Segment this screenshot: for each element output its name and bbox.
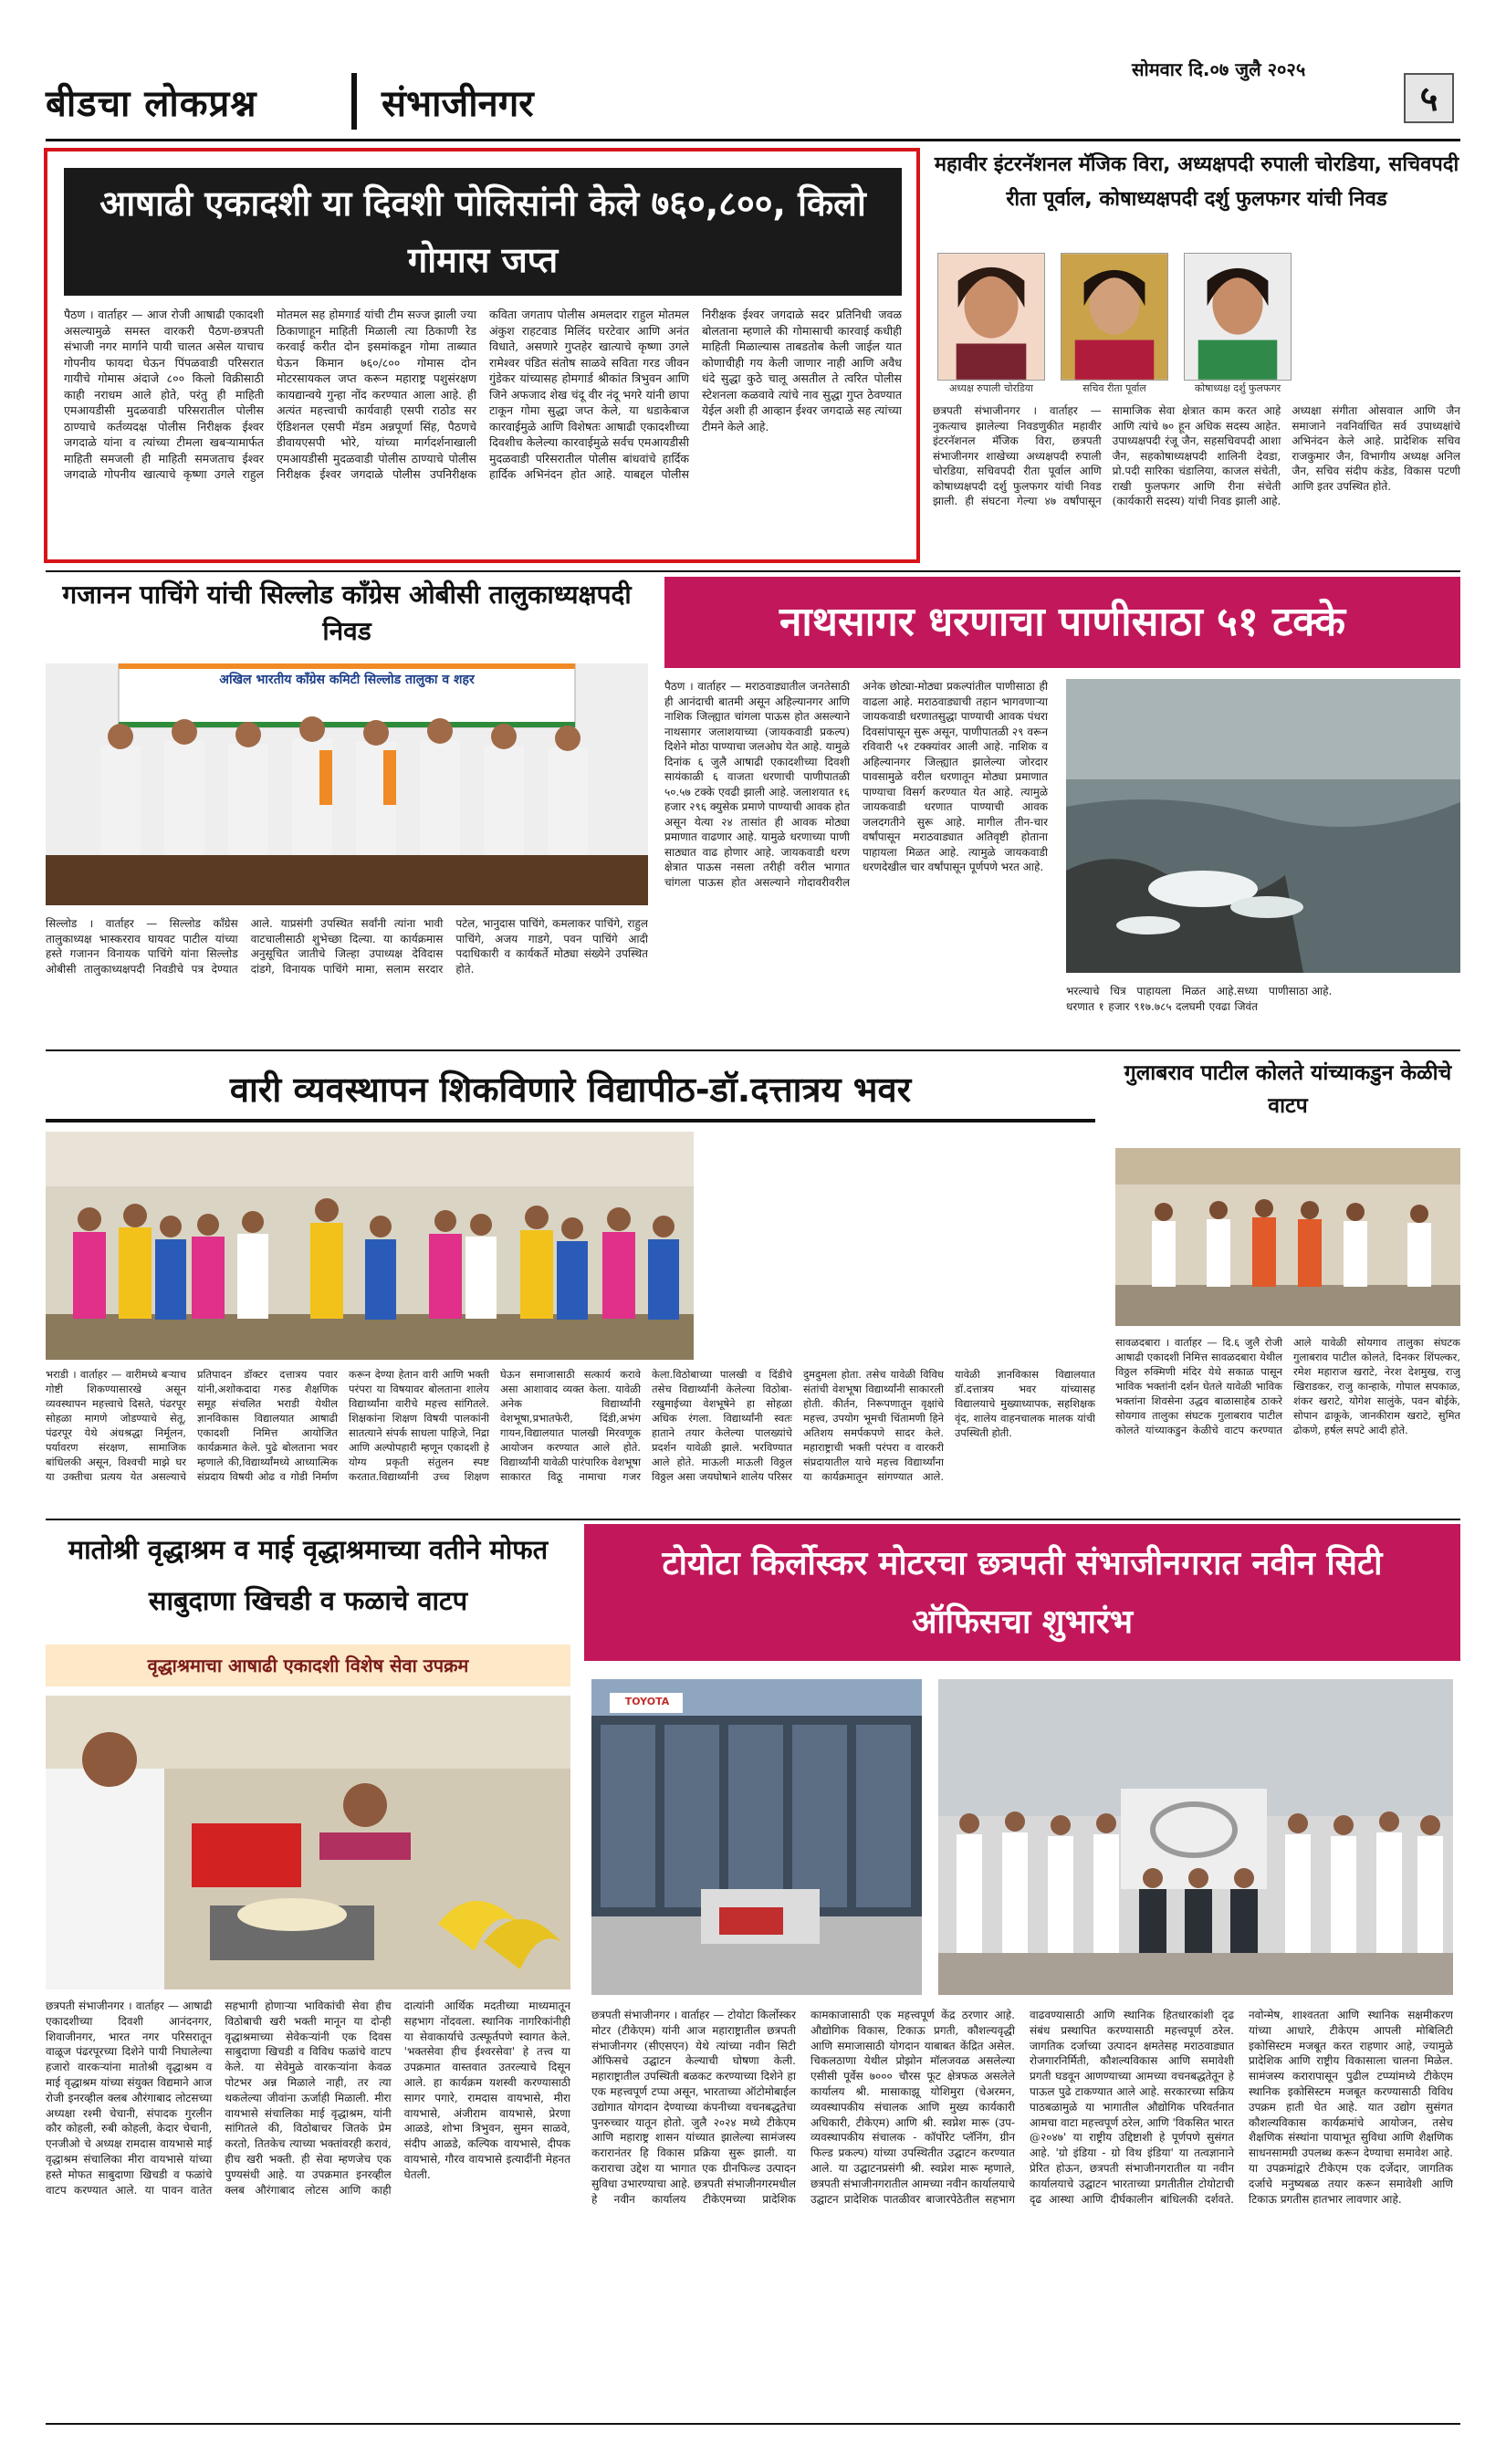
story-nathsagar xyxy=(664,577,1460,1042)
story-gomas xyxy=(44,148,920,563)
gomas-headline: आषाढी एकादशी या दिवशी पोलिसांनी केले ७६०,८००, किलो गोमास जप्त xyxy=(64,168,902,296)
caption-rita: सचिव रीता पूर्वाल xyxy=(1082,382,1146,394)
toyota-group-photo xyxy=(938,1679,1453,1995)
paper-name: बीडचा लोकप्रश्न xyxy=(46,83,257,125)
congress-banner-text: अखिल भारतीय काँग्रेस कमिटी सिल्लोड तालुका व शहर xyxy=(219,673,475,687)
vruddhashram-photo xyxy=(46,1696,570,1989)
divider-4 xyxy=(46,2423,1460,2425)
story-wari xyxy=(46,1057,1095,1513)
divider-3 xyxy=(46,1519,1460,1520)
issue-date: सोमवार दि.०७ जुलै २०२५ xyxy=(1132,58,1306,80)
masthead-rule xyxy=(46,139,1460,141)
nathsagar-body: पैठण । वार्ताहर — मराठवाड्यातील जनतेसाठी ही आनंदाची बातमी असून अहिल्यानगर आणि नाशिक जिल्ह्यात चांगला पाऊस होत असल्याने नाथसागर जलाशयाच्या (जायकवाडी प्रकल्प) दिशेने मोठा पाण्याचा जलओघ येत आहे. यामुळे दिनांक ६ जुलै आषाढी एकादशीच्या दिवशी सायंकाळी ६ वाजता धरणाची पाणीपातळी ५०.५७ टक्के एवढी झाली आहे. जलाशयात १६ हजार २९६ क्युसेक प्रमाणे पाण्याची आवक होत असून येत्या २४ तासांत ही आवक मोठ्या प्रमाणात वाढणार आहे. यामुळे धरणाच्या पाणी साठ्यात वाढ होणार आहे. जायकवाडी धरण क्षेत्रात पाऊस नसला तरीही वरील भागात चांगला पाऊस होत असल्याने गोदावरीवरील अनेक छोट्या-मोठ्या प्रकल्पांतील पाणीसाठा ही वाढला आहे. मराठवाड्याची तहान भागवणाऱ्या जायकवाडी धरणातसुद्धा पाण्याची आवक पंधरा दिवसांपासून सुरू असून, पाणीपातळी २९ वरून रविवारी ५१ टक्क्यांवर आली आहे. नाशिक व अहिल्यानगर जिल्ह्यात झालेल्या जोरदार पावसामुळे वरील धरणातून मोठ्या प्रमाणात पाण्याचा विसर्ग करण्यात येत आहे. त्यामुळे जायकवाडी धरणात पाण्याची आवक जलदगतीने सुरू आहे. मागील तीन-चार वर्षांपासून मराठवाड्यात अतिवृष्टी होताना पाहायला मिळत आहे. त्यामुळे जायकवाडी धरणदेखील चार वर्षांपासून पूर्णपणे भरत आहे. xyxy=(664,680,1048,889)
nathsagar-headline: नाथसागर धरणाचा पाणीसाठा ५१ टक्के xyxy=(664,577,1460,668)
keli-photo xyxy=(1115,1148,1460,1326)
keli-headline: गुलाबराव पाटील कोलते यांच्याकडुन केळीचे वाटप xyxy=(1124,1061,1452,1118)
page-number: ५ xyxy=(1404,73,1454,123)
photo-darshu xyxy=(1184,253,1292,381)
story-magic xyxy=(933,148,1460,563)
wari-photo xyxy=(46,1132,694,1360)
story-toyota xyxy=(584,1524,1460,2418)
toyota-headline: टोयोटा किर्लोस्कर मोटरचा छत्रपती संभाजीनगरात नवीन सिटी ऑफिसचा शुभारंभ xyxy=(584,1524,1460,1661)
divider-1 xyxy=(46,570,1460,572)
story-keli xyxy=(1115,1057,1460,1513)
gomas-body: पैठण । वार्ताहर — आज रोजी आषाढी एकादशी असल्यामुळे समस्त वारकरी पैठण-छत्रपती संभाजी नगर मार्गाने पायी चालत असेल याचाच गोपनीय फायदा घेऊन पिंपळवाडी परिसरात गायीचे गोमास अंदाजे ८०० किलो विक्रीसाठी काही नराधम आले होते, परंतु ही माहिती एमआयडीसी मुदळवाडी परिसरातील पोलीस ठाण्याचे कर्तव्यदक्ष पोलीस निरीक्षक ईश्वर जगदाळे यांना व त्यांच्या टीमला खबऱ्यामार्फत माहिती समजली ही माहिती समजताच ईश्वर जगदाळे गोपनीय खात्याचे कृष्णा उगले राहुल मोतमल सह होमगार्ड यांची टीम सज्ज झाली ज्या ठिकाणाहून माहिती मिळाली त्या ठिकाणी रेड करवाई करीत दोन इसमांकडून गोमा ताब्यात घेऊन किमान ७६०/८०० गोमास दोन मोटरसायकल जप्त करून महाराष्ट्र पशुसंरक्षण कायद्यान्वये गुन्हा नोंद करण्यात आला आहे. ही अत्यंत महत्त्वाची कार्यवाही एसपी राठोड सर ऍडिशनल एसपी मॅडम अन्नपूर्णा सिंह, पैठणचे डीवायएसपी भोरे, यांच्या मार्गदर्शनाखाली एमआयडीसी मुदळवाडी पोलीस ठाण्याचे पोलीस निरीक्षक ईश्वर जगदाळे पोलीस उपनिरीक्षक कविता जगताप पोलीस अमलदार राहुल मोतमल अंकुश राहटवाड मिलिंद घरटेवार आणि अनंत विधाते, असणारे गुप्तहेर खात्याचे कृष्णा उगले रामेश्वर पंडित संतोष साळवे सविता गरड जीवन गुंडेकर यांच्यासह होमगार्ड श्रीकांत त्रिभुवन आणि जिने अफजाद शेख चंदू वीर नंदू भगरे यांनी छापा टाकून गोमा सुद्धा जप्त केले, या धडाकेबाज कारवाईमुळे आणि विशेषतः आषाढी एकादशीच्या दिवशीच केलेल्या कारवाईमुळे सर्वच एमआयडीसी मुदळवाडी परिसरातील पोलीस बांधवांचे हार्दिक हार्दिक अभिनंदन होत आहे. याबद्दल पोलीस निरीक्षक ईश्वर जगदाळे सदर प्रतिनिधी जवळ बोलताना म्हणाले की गोमासाची कारवाई कधीही माहिती मिळाल्यास ताबडतोब केली जाईल यात कोणाचीही गय केली जाणार नाही आणि अवैध धंदे सुद्धा कुठे चालू असतील ते त्वरित पोलीस स्टेशनला कळवावे त्यांचे नाव सुद्धा गुप्त ठेवण्यात येईल अशी ही आव्हान ईश्वर जगदाळे सह त्यांच्या टीमने केले आहे. xyxy=(64,308,902,481)
toyota-body: छत्रपती संभाजीनगर । वार्ताहर — टोयोटा किर्लोस्कर मोटर (टीकेएम) यांनी आज महाराष्ट्रातील छत्रपती संभाजीनगर (सीएसएन) येथे त्यांच्या नवीन सिटी ऑफिसचे उद्घाटन केल्याची घोषणा केली. महाराष्ट्रातील उपस्थिती बळकट करण्याच्या दिशेने हा एक महत्त्वपूर्ण टप्पा असून, भारताच्या ऑटोमोबाईल उद्योगात योगदान देण्याच्या कंपनीच्या वचनबद्धतेचा पुनरुच्चार यातून होतो. जुलै २०२४ मध्ये टीकेएम आणि महाराष्ट्र शासन यांच्यात झालेल्या सामंजस्य करारानंतर हि विकास प्रक्रिया सुरू झाली. या कराराचा उद्देश या भागात एक ग्रीनफिल्ड उत्पादन सुविधा उभारण्याचा आहे. छत्रपती संभाजीनगरमधील हे नवीन कार्यालय टीकेएमच्या प्रादेशिक कामकाजासाठी एक महत्त्वपूर्ण केंद्र ठरणार आहे. औद्योगिक विकास, टिकाऊ प्रगती, कौशल्यवृद्धी आणि समाजासाठी योगदान याबाबत केंद्रित असेल. चिकलठाणा येथील प्रोझोन मॉलजवळ असलेल्या एसीसी पूर्वेस ७००० चौरस फूट क्षेत्रफळ असलेले कार्यालय श्री. मासाकाझू योशिमुरा (चेअरमन, व्यवस्थापकीय संचालक आणि मुख्य कार्यकारी अधिकारी, टीकेएम) आणि श्री. स्वप्नेश मारू (उप-व्यवस्थापकीय संचालक - कॉर्पोरेट प्लॅनिंग, ग्रीन फिल्ड प्रकल्प) यांच्या उपस्थितीत उद्घाटन करण्यात आले. या उद्घाटनप्रसंगी श्री. स्वप्नेश मारू म्हणाले, छत्रपती संभाजीनगरातील आमच्या नवीन कार्यालयाचे उद्घाटन प्रादेशिक पातळीवर बाजारपेठेतील सहभाग वाढवण्यासाठी आणि स्थानिक हितधारकांशी दृढ संबंध प्रस्थापित करण्यासाठी महत्त्वपूर्ण ठरेल. जागतिक दर्जाच्या उत्पादन क्षमतेसह मराठवाड्यात रोजगारनिर्मिती, कौशल्यविकास आणि समावेशी प्रगती घडवून आणण्याच्या आमच्या वचनबद्धतेतून हे पाऊल पुढे टाकण्यात आले आहे. सरकारच्या सक्रिय पाठबळामुळे या भागातील औद्योगिक परिवर्तनात आमचा वाटा महत्त्वपूर्ण ठरेल, आणि 'विकसित भारत @२०४७' या राष्ट्रीय उद्दिष्टाशी हे पूर्णपणे सुसंगत आहे. 'ग्रो इंडिया - ग्रो विथ इंडिया' या तत्वज्ञानाने प्रेरित होऊन, छत्रपती संभाजीनगरातील या नवीन कार्यालयाचे उद्घाटन भारताच्या प्रगतीतील टोयोटाची दृढ आस्था आणि दीर्घकालीन बांधिलकी दर्शवते. नवोन्मेष, शाश्वतता आणि स्थानिक सक्षमीकरण यांच्या आधारे, टीकेएम आपली मोबिलिटी इकोसिस्टम मजबूत करत राहणार आहे, ज्यामुळे प्रादेशिक आणि राष्ट्रीय विकासाला चालना मिळेल. सामंजस्य करारापासून पुढील टप्प्यांमध्ये टीकेएम स्थानिक इकोसिस्टम मजबूत करण्यासाठी विविध उपक्रम हाती घेत आहे. यात उद्योग सुसंगत कौशल्यविकास कार्यक्रमांचे आयोजन, तसेच शैक्षणिक संस्थांना पायाभूत सुविधा आणि शैक्षणिक साधनसामग्री उपलब्ध करून देण्याचा समावेश आहे. या उपक्रमांद्वारे टीकेएम एक दर्जेदार, जागतिक दर्जाचे मनुष्यबळ तयार करून समावेशी आणि टिकाऊ प्रगतीस हातभार लावणार आहे. xyxy=(591,2009,1453,2206)
vruddhashram-body: छत्रपती संभाजीनगर । वार्ताहर — आषाढी एकादशीच्या दिवशी आनंदनगर, शिवाजीनगर, भारत नगर परिसरातून वाळूज पंढरपूरच्या दिशेने पायी निघालेल्या हजारो वारकऱ्यांना मातोश्री वृद्धाश्रम व माई वृद्धाश्रम यांच्या संयुक्त विद्यमाने आज रोजी इनरव्हील क्लब औरंगाबाद लोटसच्या अध्यक्षा रश्मी चेचानी, संपादक गुरलीन कौर कोहली, रुबी कोहली, केदार चेचानी, एनजीओ चे अध्यक्ष रामदास वायभासे माई वृद्धाश्रम संचालिका मीरा वायभासे यांच्या हस्ते मोफत साबुदाणा खिचडी व फळांचे वाटप करण्यात आले. या पावन वातेत सहभागी होणाऱ्या भाविकांची सेवा हीच विठोबाची खरी भक्ती मानून या दोन्ही वृद्धाश्रमाच्या सेवेकऱ्यांनी एक दिवस साबुदाणा खिचडी व विविध फळांचे वाटप केले. या सेवेमुळे वारकऱ्यांना केवळ पोटभर अन्न मिळाले नाही, तर त्या थकलेल्या जीवांना ऊर्जाही मिळाली. मीरा वायभासे संचालिका माई वृद्धाश्रम, यांनी सांगितले की, विठोबाचर जितके प्रेम करतो, तितकेच त्याच्या भक्तांवरही करावं, हीच खरी भक्ती. ही सेवा म्हणजेच एक पुण्यसंधी आहे. या उपक्रमात इनरव्हील क्लब औरंगाबाद लोटस आणि काही दात्यांनी आर्थिक मदतीच्या माध्यमातून सहभाग नोंदवला. स्थानिक नागरिकांनीही या सेवाकार्याचे उत्स्फूर्तपणे स्वागत केले. 'भक्तसेवा हीच ईश्वरसेवा' हे तत्त्व या उपक्रमात वास्तवात उतरल्याचे दिसून आले. हा कार्यक्रम यशस्वी करण्यासाठी सागर पगारे, रामदास वायभासे, मीरा वायभासे, अंजीराम वायभासे, प्रेरणा आळडे, शोभा त्रिभुवन, सुमन साळवे, संदीप आळडे, कल्पिक वायभासे, दीपक वायभासे, गौरव वायभासे इत्यादींनी मेहनत घेतली. xyxy=(46,1999,570,2197)
congress-headline: गजानन पाचिंगे यांची सिल्लोड काँग्रेस ओबीसी तालुकाध्यक्षपदी निवड xyxy=(62,579,632,646)
nathsagar-caption: भरल्याचे चित्र पाहायला मिळत आहे.सध्या धरणात १ हजार ९१७.७८५ दलघमी एवढा जिवंत पाणीसाठा आहे. xyxy=(1066,985,1333,1013)
masthead-divider xyxy=(351,73,357,130)
masthead xyxy=(46,57,1460,143)
divider-2 xyxy=(46,1049,1460,1051)
photo-rita xyxy=(1061,253,1168,381)
toyota-logo-text: TOYOTA xyxy=(624,1696,670,1707)
caption-rupali: अध्यक्ष रुपाली चोरडिया xyxy=(948,382,1034,394)
vruddhashram-headline: मातोश्री वृद्धाश्रम व माई वृद्धाश्रमाच्या वतीने मोफत साबुदाणा खिचडी व फळाचे वाटप xyxy=(68,1534,549,1616)
toyota-building-photo xyxy=(591,1679,922,1995)
vruddhashram-subhead: वृद्धाश्रमाचा आषाढी एकादशी विशेष सेवा उपक्रम xyxy=(46,1644,570,1686)
photo-rupali xyxy=(937,253,1045,381)
congress-body: सिल्लोड । वार्ताहर — सिल्लोड काँग्रेस तालुकाध्यक्ष भास्करराव घायवट पाटील यांच्या हस्ते गजानन विनायक पाचिंगे यांना सिल्लोड ओबीसी तालुकाध्यक्षपदी निवडीचे पत्र देण्यात आले. याप्रसंगी उपस्थित सर्वांनी त्यांना भावी वाटचालीसाठी शुभेच्छा दिल्या. या कार्यक्रमास अनुसूचित जातीचे जिल्हा उपाध्यक्ष देविदास दांडगे, विनायक पाचिंगे मामा, सलाम सरदार पटेल, भानुदास पाचिंगे, कमलाकर पाचिंगे, राहुल पाचिंगे, अजय गाडगे, पवन पाचिंगे आदी पदाधिकारी व कार्यकर्ते मोठ्या संख्येने उपस्थित होते. xyxy=(46,917,648,976)
keli-body: सावळदबारा । वार्ताहर — दि.६ जुलै रोजी आषाढी एकादशी निमित्त सावळदबारा येथील विठ्ठल रुक्मिणी मंदिर येथे सकाळ पासून भाविक भक्तांनी दर्शन घेतले यावेळी भाविक भक्तांना शिवसेना उद्धव बाळासाहेब ठाकरे सोयगाव तालुका संघटक गुलाबराव पाटील कोलते यांच्याकडुन केळीचे वाटप करण्यात आले यावेळी सोयगाव तालुका संघटक गुलाबराव पाटील कोलते, दिनकर शिंपल्कर, रमेश महाराज खराटे, नेरश देशमुख, राजु खिराडकर, राजु कान्हाके, गोपाल सपकाळ, शंकर खराटे, योगेश सालुंके, पवन बोईके, सोपान ढाकूके, जानकीराम खराटे, सुमित ढोकणे, हर्षल सपटे आदी होते. xyxy=(1115,1336,1460,1436)
wari-body: भराडी । वार्ताहर — वारीमध्ये बऱ्याच गोष्टी शिकण्यासारखे असून व्यवस्थापन महत्त्वाचे दिसते, पंढरपूर सोहळा मागणे जोडण्याचे सेतू, पंढरपूर येथे अंधश्रद्धा निर्मूलन, पर्यावरण संरक्षण, सामाजिक बांधिलकी असून, विश्वची माझे घर या उक्तीचा प्रत्यय येत असल्याचे प्रतिपादन डॉक्टर दत्तात्रय पवार यांनी,अशोकदादा गरुड शैक्षणिक समूह संचलित भराडी येथील ज्ञानविकास विद्यालयात आषाढी एकादशी निमित्त आयोजित कार्यक्रमात केले. पुढे बोलताना भवर म्हणाले की,विद्यार्थ्यांमध्ये आध्यात्मिक संप्रदाय विषयी ओढ व गोडी निर्माण करून देण्या हेतान वारी आणि भक्ती परंपरा या विषयावर बोलताना शालेय विद्यार्थ्यांना वारीचे महत्त्व सांगितले. शिक्षकांना शिक्षण विषयी पालकांनी सातत्याने संपर्क साधला पाहिजे, निद्रा आणि अल्पोपहारी म्हणून एकादशी हे योग्य प्रकृती संतुलन स्पष्ट करतात.विद्यार्थ्यांनी उच्च शिक्षण घेऊन समाजासाठी सत्कार्य करावे असा आशावाद व्यक्त केला. यावेळी अनेक विद्यार्थ्यांनी वेशभूषा,प्रभातफेरी, दिंडी,अभंग गायन,विद्यालयात पालखी मिरवणूक आयोजन करण्यात आले होते. विद्यार्थ्यांनी यावेळी पारंपारिक वेशभूषा साकारत विठू नामाचा गजर केला.विठोबाच्या पालखी व दिंडीचे तसेच विद्यार्थ्यांनी केलेल्या विठोबा-रखुमाईच्या वेशभूषेने हा सोहळा अधिक रंगला. विद्यार्थ्यांनी स्वतः हाताने तयार केलेल्या पालख्यांचे प्रदर्शन यावेळी झाले. भरविण्यात आले होते. माऊली माऊली विठ्ठल विठ्ठल असा जयघोषाने शालेय परिसर दुमदुमला होता. तसेच यावेळी विविध संतांची वेशभूषा विद्यार्थ्यांनी साकारली होती. कीर्तन, निरूपणातून वृक्षांचे महत्त्व, उपयोग भूमची चिंतामणी हिने अतिशय समर्पकपणे सादर केले. महाराष्ट्राची भक्ती परंपरा व वारकरी संप्रदायातील याचे महत्त्व विद्यार्थ्यांना या कार्यक्रमातून सांगण्यात आले. यावेळी ज्ञानविकास विद्यालयात डॉ.दत्तात्रय भवर यांच्यासह विद्यालयाचे मुख्याध्यापक, सहशिक्षक वृंद, शालेय वाहनचालक मालक यांची उपस्थिती होती. xyxy=(46,1368,1095,1483)
story-vruddhashram xyxy=(46,1524,570,2418)
congress-photo xyxy=(46,663,648,905)
story-congress xyxy=(46,577,648,1042)
edition-name: संभाजीनगर xyxy=(382,83,534,125)
magic-headline: महावीर इंटरनॅशनल मॅजिक विरा, अध्यक्षपदी रुपाली चोरडिया, सचिवपदी रीता पूर्वाल, कोषाध्यक्षपदी दर्शु फुलफगर यांची निवड xyxy=(934,153,1459,211)
nathsagar-photo xyxy=(1066,679,1460,973)
magic-body: छत्रपती संभाजीनगर । वार्ताहर — नुकत्याच झालेल्या निवडणुकीत महावीर इंटरनॅशनल मॅजिक विरा, छत्रपती संभाजीनगर शाखेच्या अध्यक्षपदी रुपाली चोरडिया, सचिवपदी रीता पूर्वाल आणि कोषाध्यक्षपदी दर्शु फुलफगर यांची निवड झाली. ही संघटना गेल्या ४७ वर्षांपासून सामाजिक सेवा क्षेत्रात काम करत आहे आणि त्यांचे ७० हून अधिक सदस्य आहेत. उपाध्यक्षपदी रंजू जैन, सहसचिवपदी आशा जैन, सहकोषाध्यक्षपदी शालिनी देवडा, प्रो.पदी सारिका चंडालिया, काजल संचेती, राखी फुलफगर आणि रीना संचेती (कार्यकारी सदस्य) यांची निवड झाली आहे. अध्यक्षा संगीता ओसवाल आणि जैन समाजाने नवनिर्वाचित सर्व उपाध्यक्षांचे अभिनंदन केले आहे. प्रादेशिक सचिव राजकुमार जैन, विभागीय अध्यक्ष अनिल जैन, सचिव संदीप कंडेड, विकास पटणी आणि इतर उपस्थित होते. xyxy=(933,404,1460,507)
caption-darshu: कोषाध्यक्ष दर्शु फुलफगर xyxy=(1194,382,1281,394)
wari-headline: वारी व्यवस्थापन शिकविणारे विद्यापीठ-डॉ.दत्तात्रय भवर xyxy=(46,1057,1095,1122)
